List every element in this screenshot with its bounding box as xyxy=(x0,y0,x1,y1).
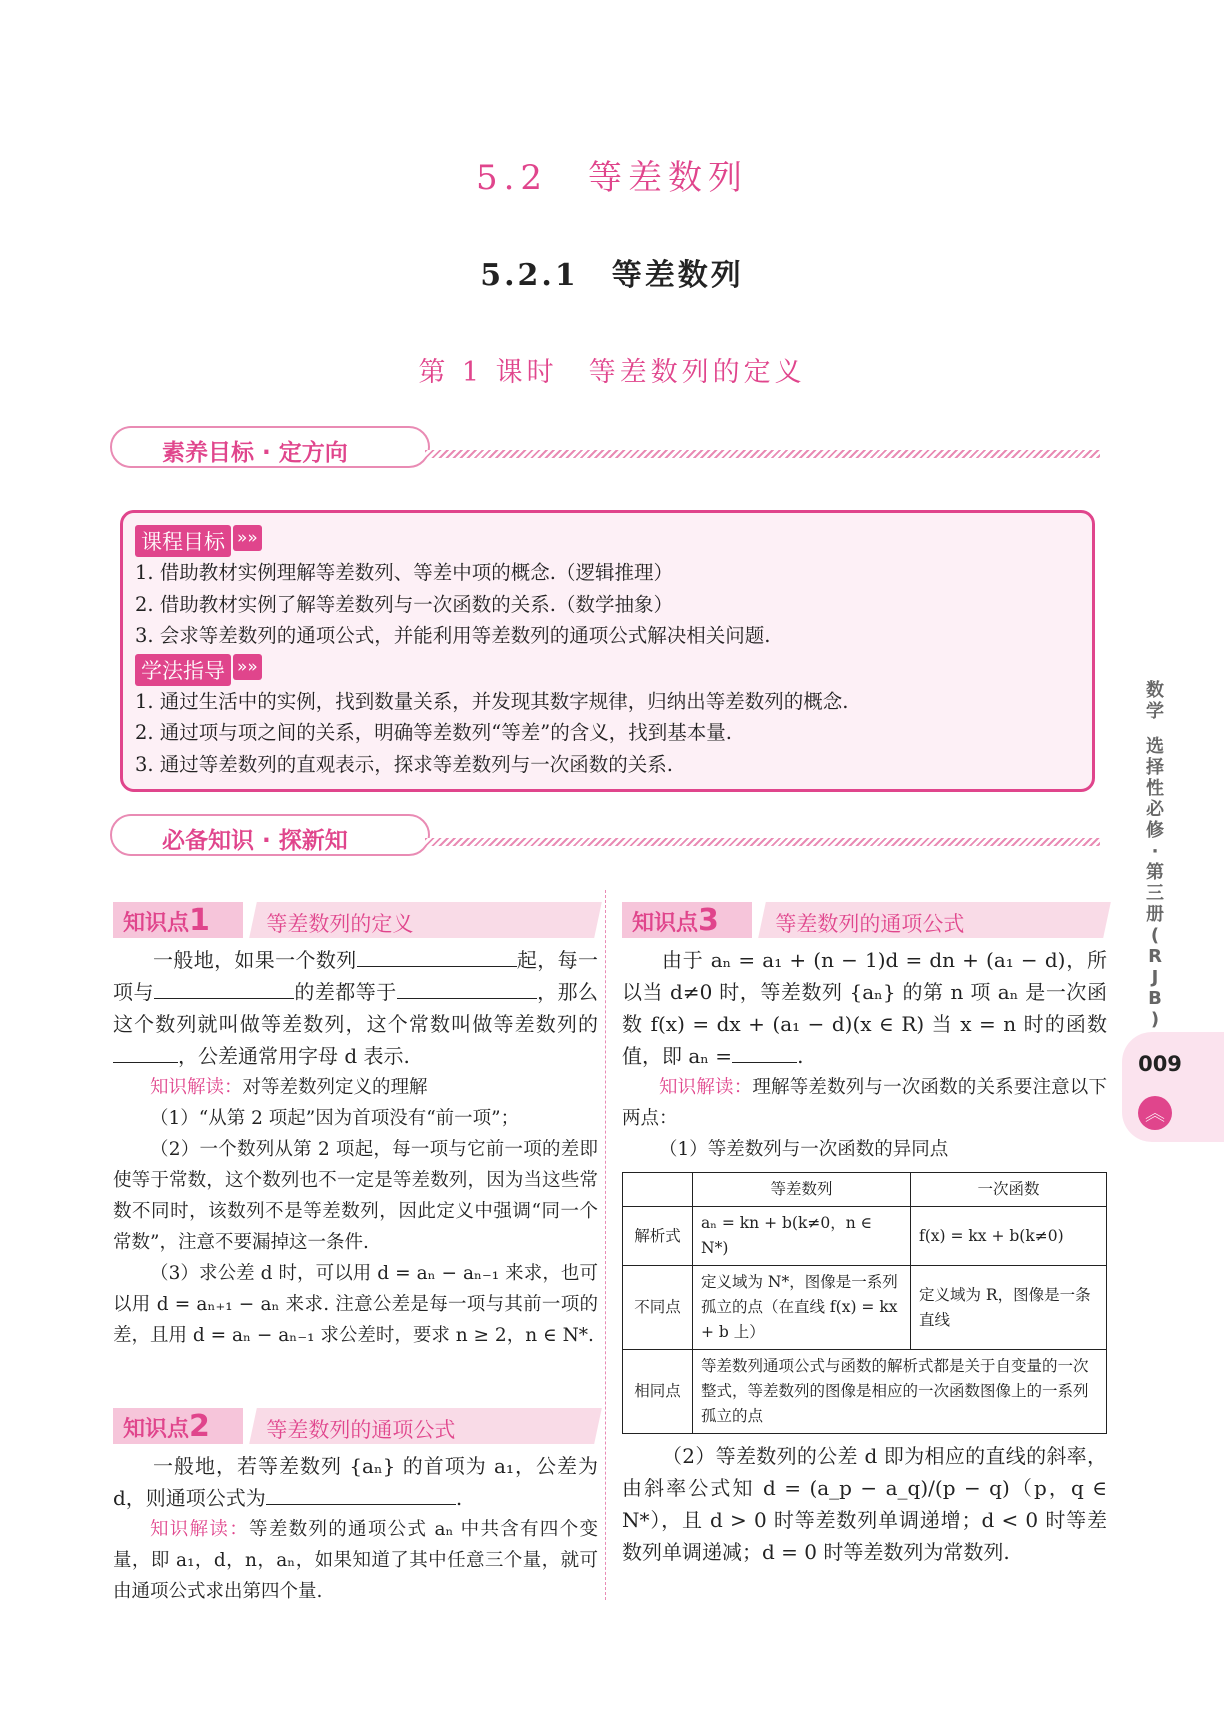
sidebar-char: 性 xyxy=(1146,778,1164,799)
kp3-title: 等差数列的通项公式 xyxy=(775,912,965,936)
kp1-text: 的差都等于 xyxy=(293,980,397,1004)
goals-box xyxy=(120,510,1095,792)
method-guide-item: 3. 通过等差数列的直观表示，探求等差数列与一次函数的关系. xyxy=(135,752,674,776)
chevron-right-icon: »» xyxy=(233,525,262,551)
kp3-point: （1）等差数列与一次函数的异同点 xyxy=(659,1139,949,1160)
kp2-text: 一般地，若等差数列 {aₙ} 的首项为 a₁，公差为 d，则通项公式为 xyxy=(113,1454,598,1510)
kp1-number: 1 xyxy=(189,903,210,938)
sidebar-char: 修 xyxy=(1146,820,1164,841)
sidebar-char: 三 xyxy=(1146,883,1164,904)
fill-blank[interactable] xyxy=(357,945,517,967)
course-goal-item: 2. 借助教材实例了解等差数列与一次函数的关系.（数学抽象） xyxy=(135,592,674,616)
table-header-row xyxy=(623,1173,1107,1207)
sidebar-char: 第 xyxy=(1146,862,1164,883)
kp2-number: 2 xyxy=(189,1409,210,1444)
goals-banner-label: 素养目标 · 定方向 xyxy=(162,440,348,466)
sidebar-char: B xyxy=(1148,988,1162,1009)
kp3-header xyxy=(622,902,1107,938)
table-row xyxy=(623,1207,1107,1266)
fill-blank[interactable] xyxy=(154,977,294,999)
sidebar-char: ) xyxy=(1150,1009,1160,1030)
kp1-text: ，那么这个数列就叫做等差数列，这个常数叫做等差数列的 xyxy=(113,980,599,1036)
section-title: 5.2.1 等差数列 xyxy=(480,258,744,293)
kp2-title: 等差数列的通项公式 xyxy=(266,1418,456,1442)
kp1-point: （2）一个数列从第 2 项起，每一项与它前一项的差即使等于常数，这个数列也不一定是等差数列，因为当这些常数不同时，该数列不是等差数列，因此定义中强调“同一个常数”，注意不要漏掉这一条件. xyxy=(113,1139,598,1253)
method-guide-item: 2. 通过项与项之间的关系，明确等差数列“等差”的含义，找到基本量. xyxy=(135,721,732,744)
course-goal-item: 1. 借助教材实例理解等差数列、等差中项的概念.（逻辑推理） xyxy=(135,561,674,584)
table-cell: 解析式 xyxy=(623,1207,693,1266)
fill-blank[interactable] xyxy=(397,977,537,999)
comparison-table-wrap xyxy=(622,1172,1107,1434)
chevron-up-icon[interactable]: ︽ xyxy=(1138,1096,1172,1130)
kp3-text: . xyxy=(797,1044,804,1068)
table-header-cell xyxy=(623,1173,693,1207)
table-row xyxy=(623,1350,1107,1434)
kp3-label: 知识点 xyxy=(632,911,699,936)
book-info-sidebar xyxy=(1140,680,1170,1030)
kp3-text: 由于 aₙ = a₁ + (n − 1)d = dn + (a₁ − d)，所以当 d≠0 时，等差数列 {aₙ} 的第 n 项 aₙ 是一次函数 f(x) = dx + (a₁ − d)(x ∈ R) 当 x = n 时的函数值，即 aₙ = xyxy=(622,948,1107,1068)
kp3-read-text: 理解等差数列与一次函数的关系要注意以下两点： xyxy=(622,1077,1107,1129)
kp3-number: 3 xyxy=(698,903,719,938)
page-number: 009 xyxy=(1138,1052,1182,1076)
goals-banner xyxy=(110,426,1100,472)
kp1-label: 知识点 xyxy=(123,911,190,936)
table-cell: aₙ = kn + b(k≠0，n ∈ N*) xyxy=(693,1207,911,1266)
course-goal-item: 3. 会求等差数列的通项公式，并能利用等差数列的通项公式解决相关问题. xyxy=(135,624,771,647)
comparison-table xyxy=(622,1172,1107,1434)
kp1-point: （1）“从第 2 项起”因为首项没有“前一项”； xyxy=(150,1108,520,1129)
table-header-cell: 一次函数 xyxy=(911,1173,1107,1207)
table-cell: f(x) = kx + b(k≠0) xyxy=(911,1207,1107,1266)
fill-blank[interactable] xyxy=(732,1041,797,1063)
knowledge-banner xyxy=(110,814,1100,860)
kp1-text: 一般地，如果一个数列 xyxy=(153,948,357,972)
fill-blank[interactable] xyxy=(266,1483,456,1505)
sidebar-char: 必 xyxy=(1146,799,1164,820)
sidebar-char: 册 xyxy=(1146,904,1164,925)
banner-hatch xyxy=(425,450,1100,458)
table-row xyxy=(623,1266,1107,1350)
table-cell: 不同点 xyxy=(623,1266,693,1350)
read-label: 知识解读： xyxy=(659,1077,753,1098)
read-label: 知识解读： xyxy=(150,1077,243,1098)
kp1-header xyxy=(113,902,598,938)
table-cell: 定义域为 R，图像是一条直线 xyxy=(911,1266,1107,1350)
sidebar-char: ( xyxy=(1150,925,1160,946)
course-goals-label: 课程目标 xyxy=(135,525,231,557)
kp1-title: 等差数列的定义 xyxy=(266,912,414,936)
lesson-title: 第 1 课时 等差数列的定义 xyxy=(418,357,806,388)
read-title: 对等差数列定义的理解 xyxy=(242,1077,428,1098)
kp2-read-text: 等差数列的通项公式 aₙ 中共含有四个变量，即 a₁，d，n，aₙ，如果知道了其中任意三个量，就可由通项公式求出第四个量. xyxy=(113,1519,598,1602)
kp3-point: （2）等差数列的公差 d 即为相应的直线的斜率，由斜率公式知 d = (a_p − a_q)/(p − q)（p，q ∈ N*），且 d > 0 时等差数列单调递增；d < 0 时等差数列单调递减；d = 0 时等差数列为常数列. xyxy=(622,1444,1107,1564)
kp1-point: （3）求公差 d 时，可以用 d = aₙ − aₙ₋₁ 来求，也可以用 d = aₙ₊₁ − aₙ 来求. 注意公差是每一项与其前一项的差，且用 d = aₙ − aₙ₋₁ 求公差时，要求 n ≥ 2，n ∈ N*. xyxy=(113,1263,598,1346)
kp2-text: . xyxy=(455,1486,463,1510)
column-divider xyxy=(605,890,606,1600)
method-guide-item: 1. 通过生活中的实例，找到数量关系，并发现其数字规律，归纳出等差数列的概念. xyxy=(135,689,849,713)
kp3-body xyxy=(622,944,1107,1165)
table-cell: 等差数列通项公式与函数的解析式都是关于自变量的一次整式，等差数列的图像是相应的一次函数图像上的一系列孤立的点 xyxy=(693,1350,1107,1434)
kp1-body xyxy=(113,944,598,1351)
method-guide-label: 学法指导 xyxy=(135,654,231,686)
fill-blank[interactable] xyxy=(113,1041,178,1063)
sidebar-char: 学 xyxy=(1146,701,1164,722)
kp1-text: ，公差通常用字母 d 表示. xyxy=(178,1044,410,1068)
kp1-text: 起，每一项与 xyxy=(113,948,599,1004)
sidebar-char: · xyxy=(1151,841,1159,862)
sidebar-char: 数 xyxy=(1146,680,1164,701)
table-cell: 定义域为 N*，图像是一系列孤立的点（在直线 f(x) = kx + b 上） xyxy=(693,1266,911,1350)
sidebar-char: R xyxy=(1148,946,1162,967)
kp2-label: 知识点 xyxy=(123,1417,190,1442)
chapter-title: 5.2 等差数列 xyxy=(475,158,749,198)
page-tab xyxy=(1122,1032,1224,1142)
chevron-right-icon: »» xyxy=(233,654,262,680)
sidebar-char: 择 xyxy=(1146,757,1164,778)
kp2-header xyxy=(113,1408,598,1444)
kp3-body-2 xyxy=(622,1440,1107,1568)
read-label: 知识解读： xyxy=(150,1519,250,1540)
banner-hatch xyxy=(425,838,1100,846)
sidebar-char: 选 xyxy=(1146,736,1164,757)
sidebar-char: J xyxy=(1151,967,1159,988)
knowledge-banner-label: 必备知识 · 探新知 xyxy=(162,828,348,854)
table-header-cell: 等差数列 xyxy=(693,1173,911,1207)
table-cell: 相同点 xyxy=(623,1350,693,1434)
kp2-body xyxy=(113,1450,598,1607)
